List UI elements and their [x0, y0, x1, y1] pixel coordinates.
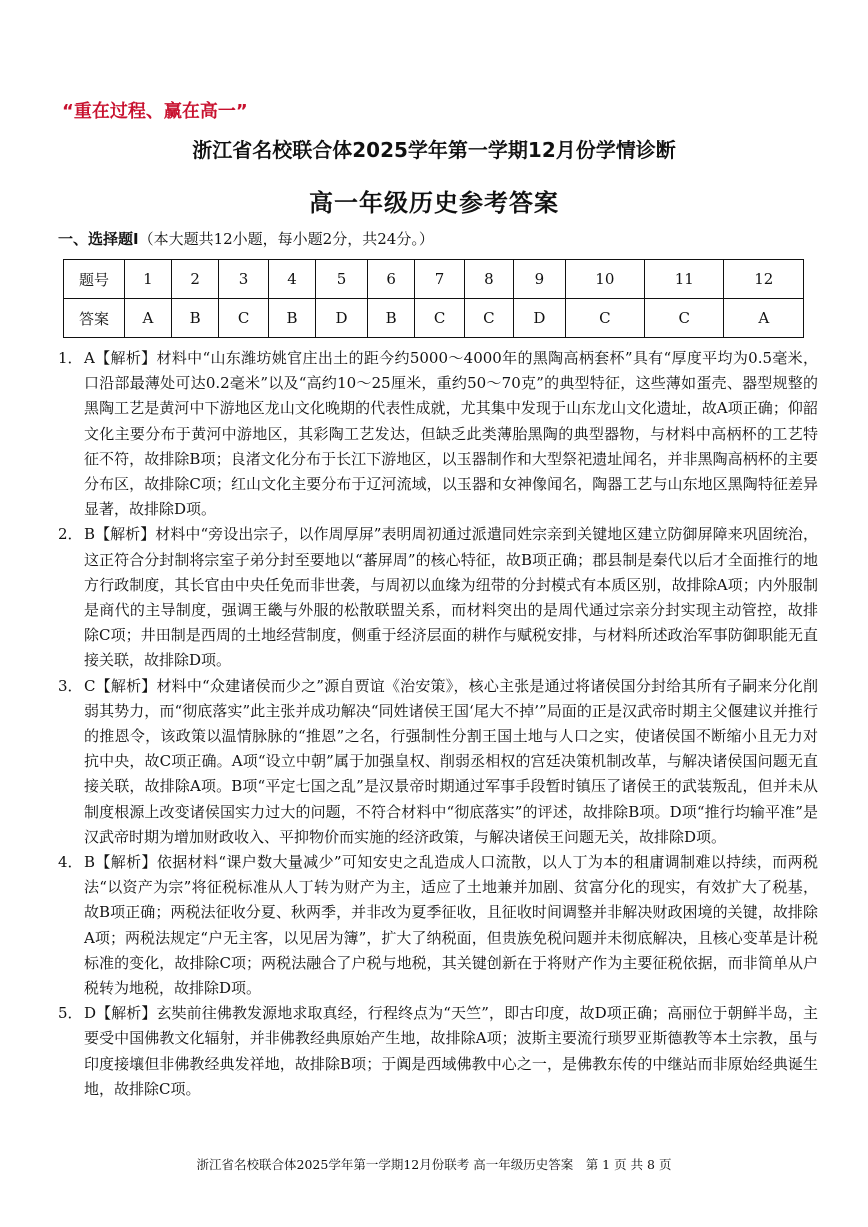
answer-row	[64, 299, 804, 338]
explanation-text: C【解析】材料中“众建诸侯而少之”源自贾谊《治安策》，核心主张是通过将诸侯国分封给其所有子嗣来分化削弱其势力，而“彻底落实”此主张并成功解决“同姓诸侯王国‘尾大不掉’”局面的正是汉武帝时期主父偃建议并推行的推恩令，该政策以温情脉脉的“推恩”之名，行强制性分割王国土地与人口之实，使诸侯国不断缩小且无力对抗中央，故C项正确。A项“设立中朝”属于加强皇权、削弱丞相权的宫廷决策机制改革，与解决诸侯国问题无直接关联，故排除A项。B项“平定七国之乱”是汉景帝时期通过军事手段暂时镇压了诸侯王的武装叛乱，但并未从制度根源上改变诸侯国实力过大的问题，不符合材料中“彻底落实”的评述，故排除B项。D项“推行均输平准”是汉武帝时期为增加财政收入、平抑物价而实施的经济政策，与解决诸侯王问题无关，故排除D项。	[84, 676, 818, 846]
question-number-cell: 5	[316, 260, 368, 299]
explanation-item	[58, 1001, 818, 1102]
question-number-cell: 9	[514, 260, 566, 299]
question-number-cell: 3	[219, 260, 268, 299]
explanation-number: 4．	[58, 853, 83, 872]
explanation-text: D【解析】玄奘前往佛教发源地求取真经，行程终点为“天竺”，即古印度，故D项正确；高丽位于朝鲜半岛，主要受中国佛教文化辐射，并非佛教经典原始产生地，故排除A项；波斯主要流行琐罗亚斯德教等本土宗教，虽与印度接壤但非佛教经典发祥地，故排除B项；于阗是西域佛教中心之一，是佛教东传的中继站而非原始经典诞生地，故排除C项。	[84, 1004, 818, 1098]
question-row-label: 题号	[64, 260, 125, 299]
explanation-number: 2．	[58, 525, 83, 544]
explanation-item	[58, 850, 818, 1001]
answer-cell: A	[125, 299, 172, 338]
document-title: 浙江省名校联合体2025学年第一学期12月份学情诊断	[192, 138, 676, 162]
section-heading	[58, 228, 434, 249]
answer-cell: C	[565, 299, 644, 338]
question-number-cell: 2	[171, 260, 219, 299]
explanation-number: 3．	[58, 676, 83, 695]
explanation-number: 5．	[58, 1004, 83, 1023]
answer-table	[63, 259, 804, 338]
explanation-item	[58, 346, 818, 522]
answer-cell: A	[724, 299, 804, 338]
explanation-text: A【解析】材料中“山东潍坊姚官庄出土的距今约5000～4000年的黑陶高柄套杯”具有“厚度平均为0.5毫米，口沿部最薄处可达0.2毫米”以及“高约10～25厘米，重约50～70克”的典型特征，这些薄如蛋壳、器型规整的黑陶工艺是黄河中下游地区龙山文化晚期的代表性成就，尤其集中发现于山东龙山文化遗址，故A项正确；仰韶文化主要分布于黄河中游地区，其彩陶工艺发达，但缺乏此类薄胎黑陶的典型器物，与材料中高柄杯的工艺特征不符，故排除B项；良渚文化分布于长江下游地区，以玉器制作和大型祭祀遗址闻名，并非黑陶高柄杯的主要分布区，故排除C项；红山文化主要分布于辽河流域，以玉器和女神像闻名，陶器工艺与山东地区黑陶特征差异显著，故排除D项。	[84, 349, 818, 519]
answer-row-label: 答案	[64, 299, 125, 338]
answer-cell: C	[219, 299, 268, 338]
section-note: （本大题共12小题，每小题2分，共24分。）	[138, 230, 434, 248]
answer-cell: D	[316, 299, 368, 338]
answer-cell: B	[171, 299, 219, 338]
explanation-item	[58, 522, 818, 673]
answer-cell: B	[367, 299, 415, 338]
question-number-cell: 8	[464, 260, 513, 299]
explanation-text: B【解析】依据材料“课户数大量减少”可知安史之乱造成人口流散，以人丁为本的租庸调制难以持续，而两税法“以资产为宗”将征税标准从人丁转为财产为主，适应了土地兼并加剧、贫富分化的现实，有效扩大了税基，故B项正确；两税法征收分夏、秋两季，并非改为夏季征收，且征收时间调整并非解决财政困境的关键，故排除A项；两税法规定“户无主客，以见居为簿”，扩大了纳税面，但贵族免税问题并未彻底解决，且核心变革是计税标准的变化，故排除C项；两税法融合了户税与地税，其关键创新在于将财产作为主要征税依据，而非简单从户税转为地税，故排除D项。	[84, 853, 818, 998]
explanation-item	[58, 674, 818, 850]
answer-cell: C	[464, 299, 513, 338]
explanation-text: B【解析】材料中“旁设出宗子，以作周厚屏”表明周初通过派遣同姓宗亲到关键地区建立防御屏障来巩固统治，这正符合分封制将宗室子弟分封至要地以“蕃屏周”的核心特征，故B项正确；郡县制是秦代以后才全面推行的地方行政制度，其长官由中央任免而非世袭，与周初以血缘为纽带的分封模式有本质区别，故排除A项；内外服制是商代的主导制度，强调王畿与外服的松散联盟关系，而材料突出的是周代通过宗亲分封实现主动管控，故排除C项；井田制是西周的土地经营制度，侧重于经济层面的耕作与赋税安排，与材料所述政治军事防御职能无直接关联，故排除D项。	[84, 525, 818, 670]
answer-cell: C	[415, 299, 464, 338]
answer-cell: D	[514, 299, 566, 338]
question-number-cell: 10	[565, 260, 644, 299]
answer-cell: C	[645, 299, 724, 338]
explanation-number: 1．	[58, 349, 83, 367]
question-number-cell: 4	[268, 260, 316, 299]
question-number-cell: 1	[125, 260, 172, 299]
slogan: “重在过程、赢在高一”	[62, 101, 248, 122]
question-number-cell: 11	[645, 260, 724, 299]
question-number-cell: 6	[367, 260, 415, 299]
document-subtitle: 高一年级历史参考答案	[309, 189, 559, 217]
answer-cell: B	[268, 299, 316, 338]
section-label: 一、选择题Ⅰ	[58, 230, 139, 248]
question-number-cell: 12	[724, 260, 804, 299]
question-row	[64, 260, 804, 299]
page-footer: 浙江省名校联合体2025学年第一学期12月份联考 高一年级历史答案 第 1 页 共 8 页	[196, 1157, 672, 1172]
question-number-cell: 7	[415, 260, 464, 299]
explanation-list	[58, 346, 818, 1102]
